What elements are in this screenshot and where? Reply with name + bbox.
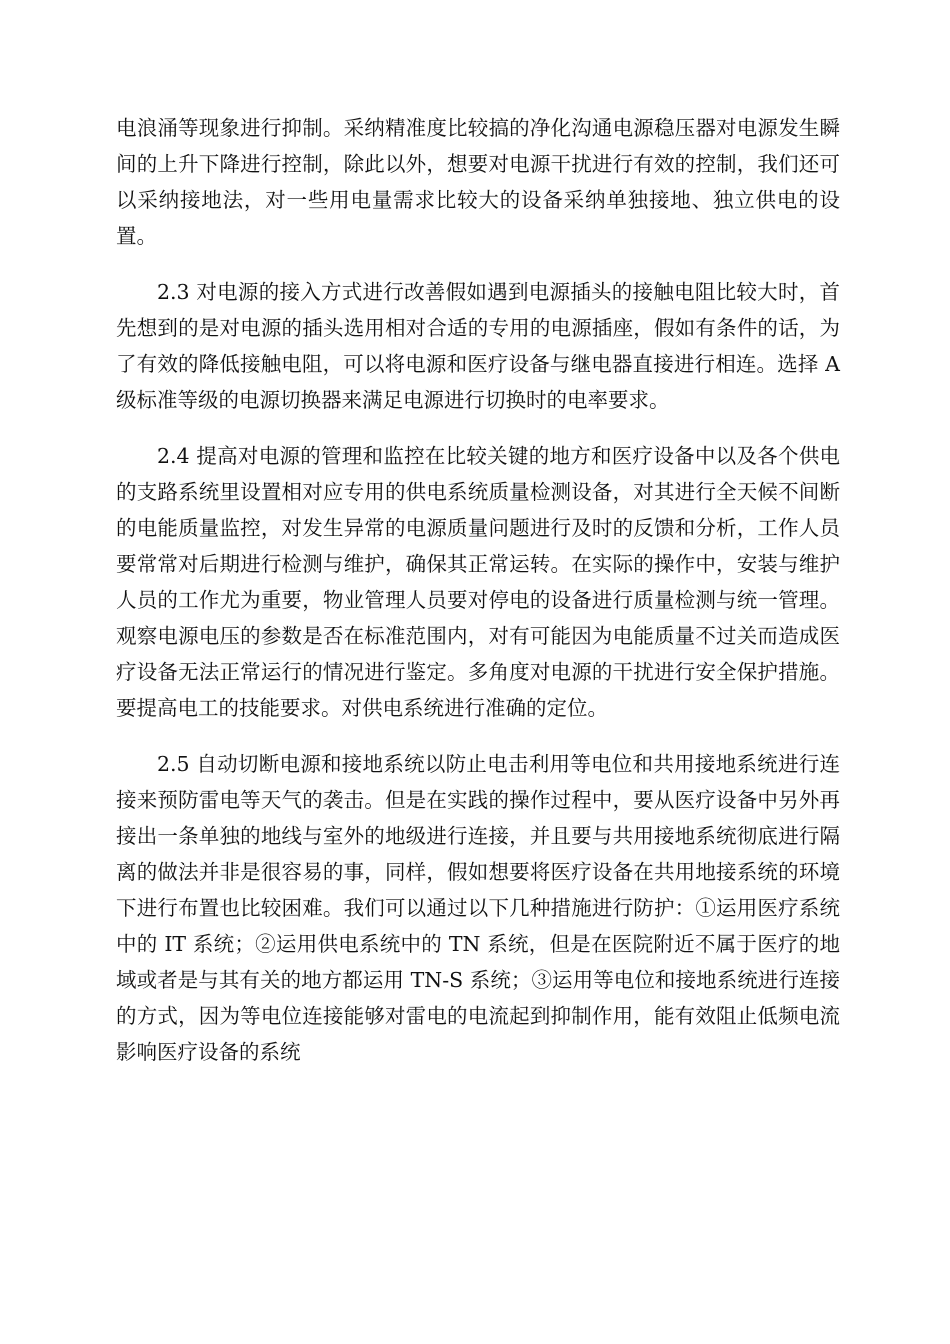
paragraph-section-2-3: 2.3 对电源的接入方式进行改善假如遇到电源插头的接触电阻比较大时，首先想到的是对电源的插头选用相对合适的专用的电源插座，假如有条件的话，为了有效的降低接触电阻，可以将电源和医疗设备与继电器直接进行相连。选择 A 级标准等级的电源切换器来满足电源进行切换时的电率要求。: [116, 280, 840, 412]
paragraph-section-2-5: 2.5 自动切断电源和接地系统以防止电击利用等电位和共用接地系统进行连接来预防雷电等天气的袭击。但是在实践的操作过程中，要从医疗设备中另外再接出一条单独的地线与室外的地级进行连接，并且要与共用接地系统彻底进行隔离的做法并非是很容易的事，同样，假如想要将医疗设备在共用地接系统的环境下进行布置也比较困难。我们可以通过以下几种措施进行防护：①运用医疗系统中的 IT 系统；②运用供电系统中的 TN 系统，但是在医院附近不属于医疗的地域或者是与其有关的地方都运用 TN-S 系统；③运用等电位和接地系统进行连接的方式，因为等电位连接能够对雷电的电流起到抑制作用，能有效阻止低频电流影响医疗设备的系统: [116, 752, 840, 1064]
paragraph-continuation: 电浪涌等现象进行抑制。采纳精准度比较搞的净化沟通电源稳压器对电源发生瞬间的上升下降进行控制，除此以外，想要对电源干扰进行有效的控制，我们还可以采纳接地法，对一些用电量需求比较大的设备采纳单独接地、独立供电的设置。: [116, 116, 840, 248]
paragraph-section-2-4: 2.4 提高对电源的管理和监控在比较关键的地方和医疗设备中以及各个供电的支路系统里设置相对应专用的供电系统质量检测设备，对其进行全天候不间断的电能质量监控，对发生异常的电源质量问题进行及时的反馈和分析，工作人员要常常对后期进行检测与维护，确保其正常运转。在实际的操作中，安装与维护人员的工作尤为重要，物业管理人员要对停电的设备进行质量检测与统一管理。观察电源电压的参数是否在标准范围内，对有可能因为电能质量不过关而造成医疗设备无法正常运行的情况进行鉴定。多角度对电源的干扰进行安全保护措施。要提高电工的技能要求。对供电系统进行准确的定位。: [116, 444, 840, 720]
document-body: [116, 110, 840, 1090]
